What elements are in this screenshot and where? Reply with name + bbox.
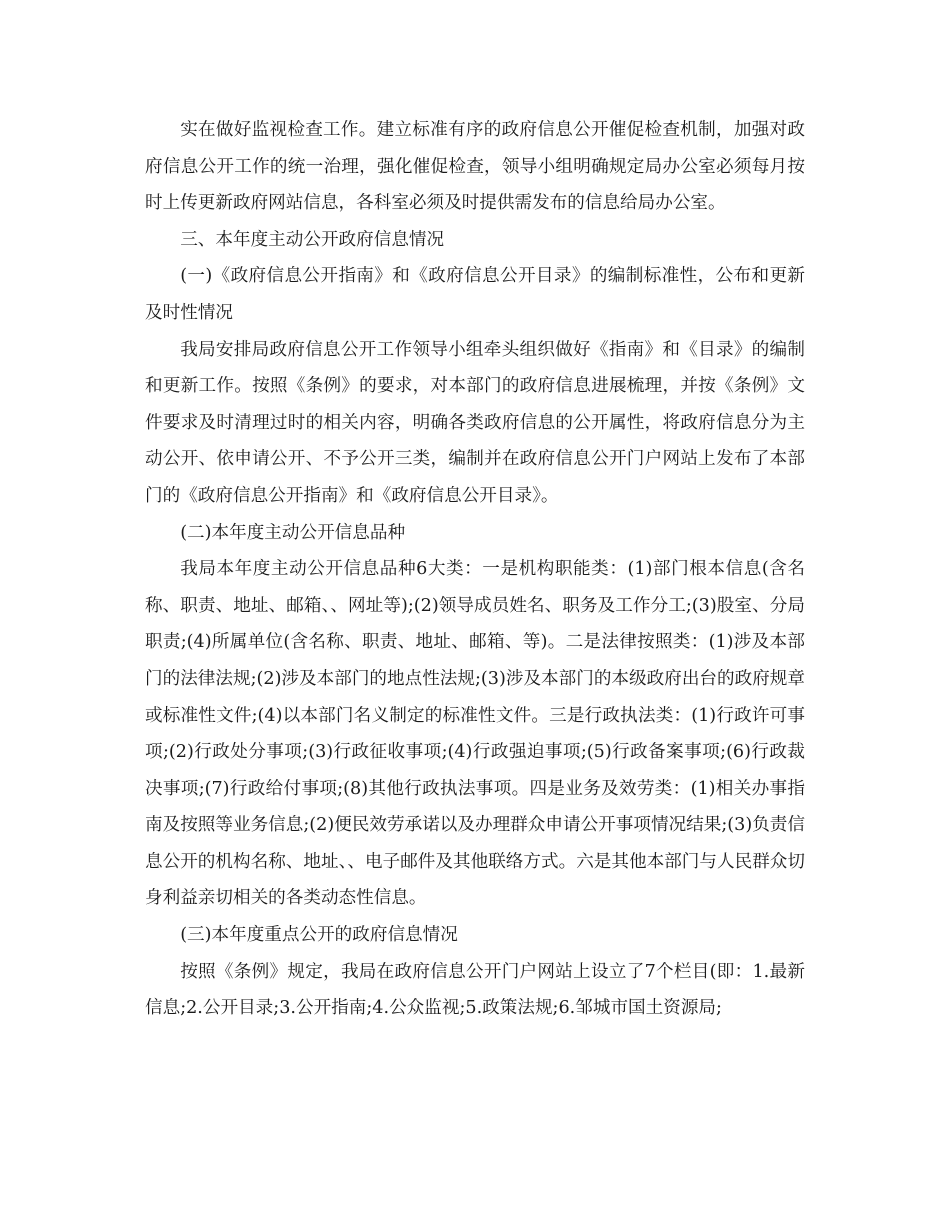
paragraph-guide-catalog: 我局安排局政府信息公开工作领导小组牵头组织做好《指南》和《目录》的编制和更新工作。按照《条例》的要求，对本部门的政府信息进展梳理，并按《条例》文件要求及时清理过时的相关内容，明确各类政府信息的公开属性，将政府信息分为主动公开、依申请公开、不予公开三类，编制并在政府信息公开门户网站上发布了本部门的《政府信息公开指南》和《政府信息公开目录》。: [145, 339, 805, 506]
subsection-heading-1: (一)《政府信息公开指南》和《政府信息公开目录》的编制标准性，公布和更新及时性情况: [145, 266, 805, 323]
subsection-heading-3: (三)本年度重点公开的政府信息情况: [180, 925, 458, 946]
paragraph-key-info: 按照《条例》规定，我局在政府信息公开门户网站上设立了7个栏目(即：1.最新信息;2.公开目录;3.公开指南;4.公众监视;5.政策法规;6.邹城市国土资源局;: [145, 961, 805, 1019]
document-body: [145, 112, 805, 1027]
paragraph-info-categories: 我局本年度主动公开信息品种6大类：一是机构职能类：(1)部门根本信息(含名称、职责、地址、邮箱、、网址等);(2)领导成员姓名、职务及工作分工;(3)股室、分局职责;(4)所属单位(含名称、职责、地址、邮箱、等)。二是法律按照类：(1)涉及本部门的法律法规;(2)涉及本部门的地点性法规;(3)涉及本部门的本级政府出台的政府规章或标准性文件;(4)以本部门名义制定的标准性文件。三是行政执法类：(1)行政许可事项;(2)行政处分事项;(3)行政征收事项;(4)行政强迫事项;(5)行政备案事项;(6)行政裁决事项;(7)行政给付事项;(8)其他行政执法事项。四是业务及效劳类：(1)相关办事指南及按照等业务信息;(2)便民效劳承诺以及办理群众申请公开事项情况结果;(3)负责信息公开的机构名称、地址、、电子邮件及其他联络方式。六是其他本部门与人民群众切身利益亲切相关的各类动态性信息。: [145, 559, 805, 909]
paragraph-supervision: 实在做好监视检查工作。建立标准有序的政府信息公开催促检查机制，加强对政府信息公开工作的统一治理，强化催促检查，领导小组明确规定局办公室必须每月按时上传更新政府网站信息，各科室必须及时提供需发布的信息给局办公室。: [145, 120, 805, 214]
section-heading-3: 三、本年度主动公开政府信息情况: [180, 229, 445, 250]
subsection-heading-2: (二)本年度主动公开信息品种: [180, 522, 406, 543]
